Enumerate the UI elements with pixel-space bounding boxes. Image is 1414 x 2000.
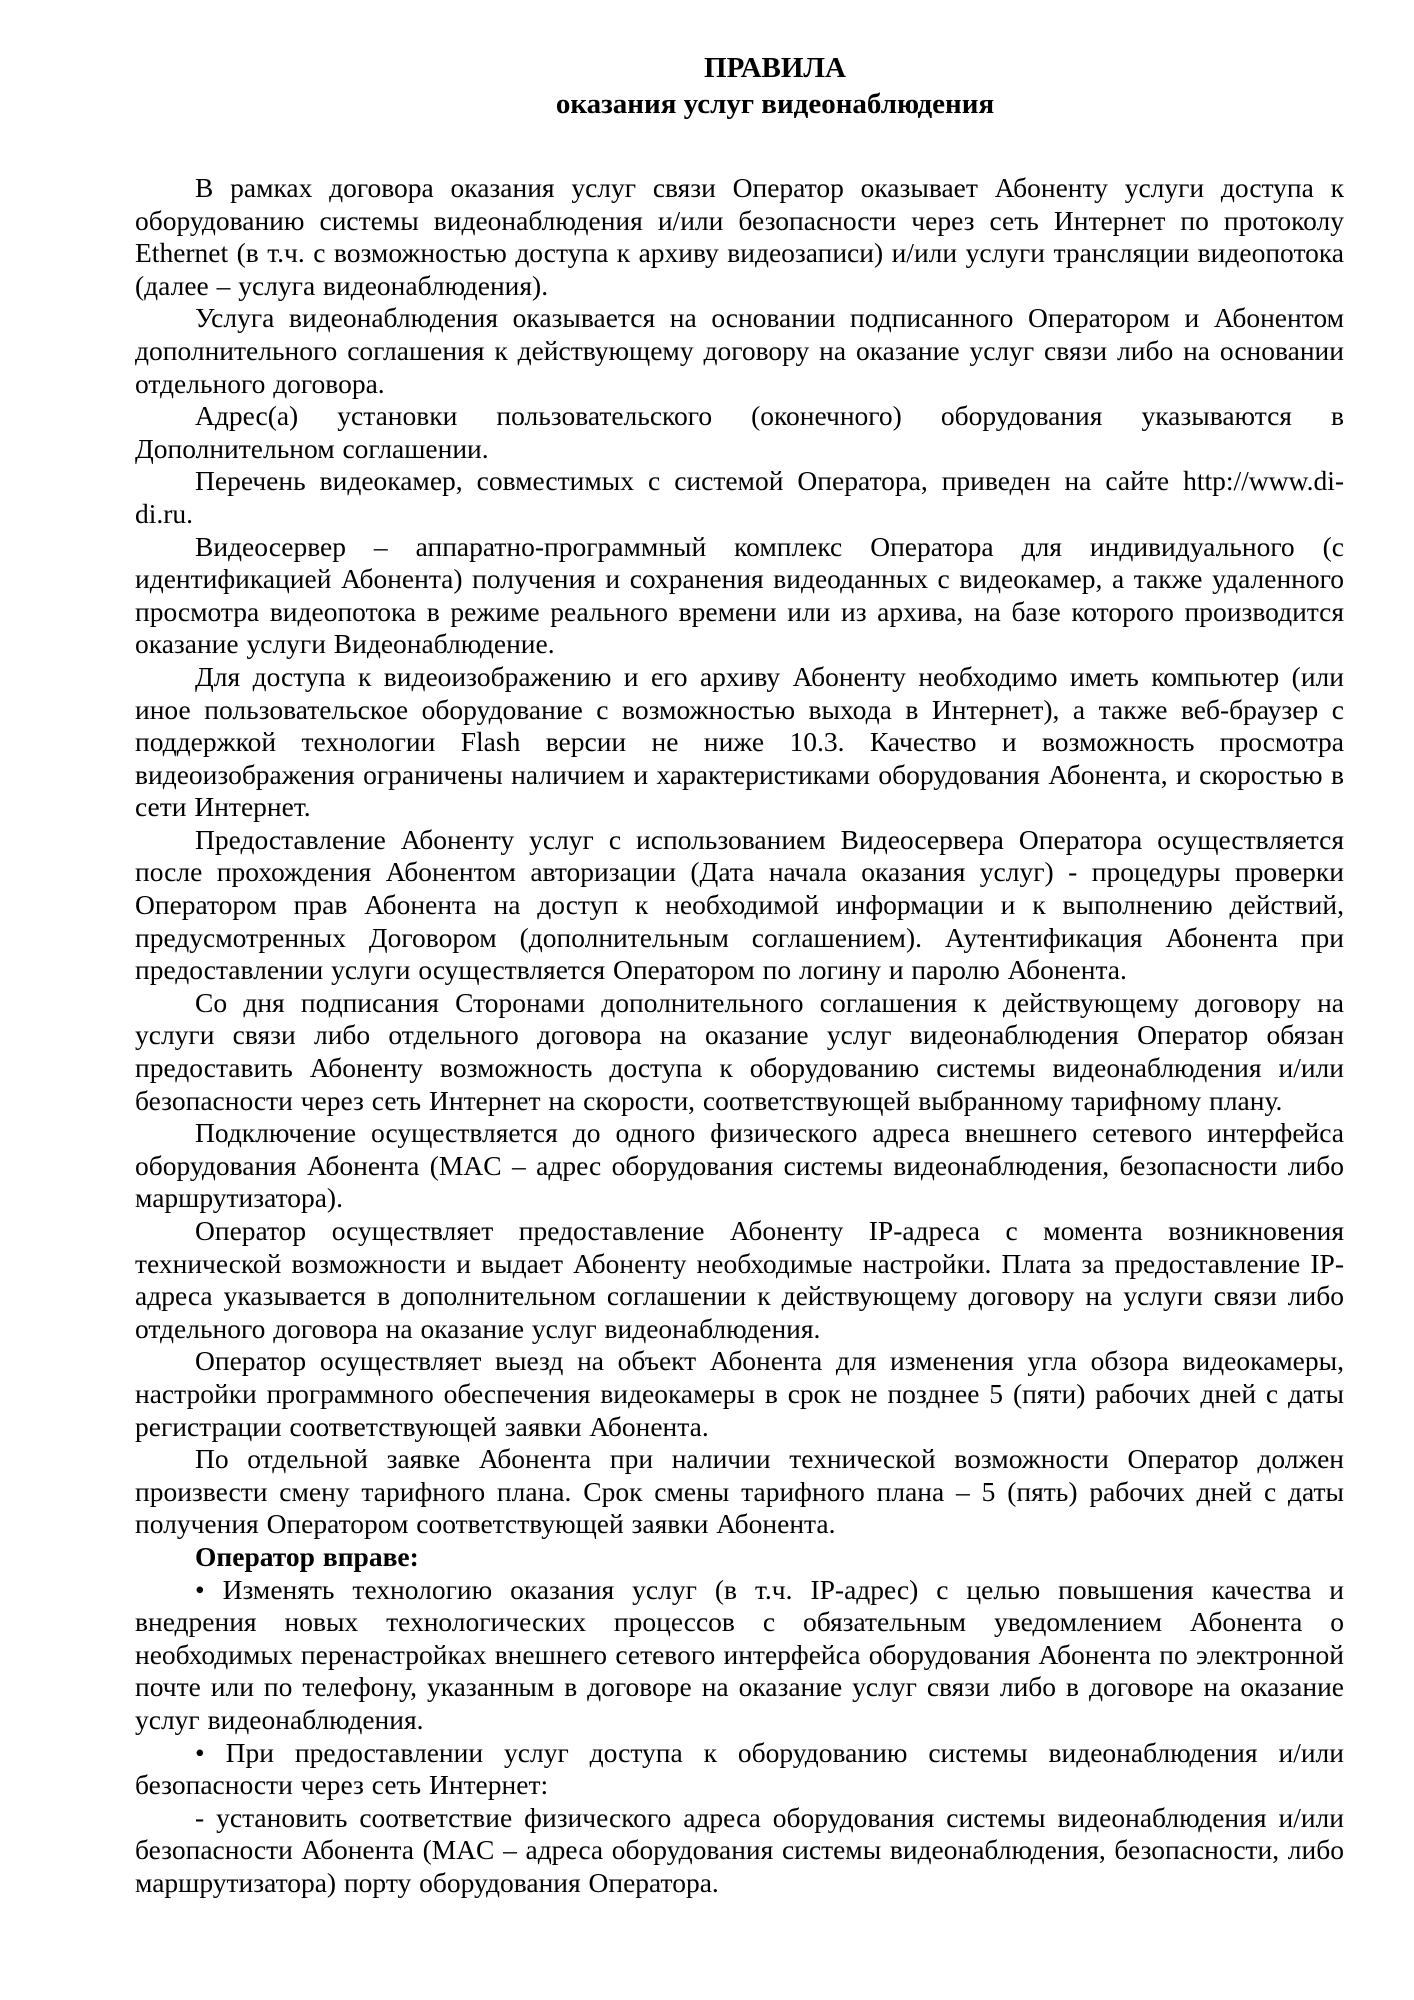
paragraph-12: По отдельной заявке Абонента при наличии технической возможности Оператор должен произвести смену тарифного плана. Срок смены тарифного плана – 5 (пять) рабочих дней с даты получения Оператором соответствующей заявки Абонента. — [135, 1443, 1344, 1540]
paragraph-10: Оператор осуществляет предоставление Абоненту IP-адреса с момента возникновения технической возможности и выдает Абоненту необходимые настройки. Плата за предоставление IP-адреса указывается в дополнительном соглашении к действующему договору на услуги связи либо отдельного договора на оказание услуг видеонаблюдения. — [135, 1215, 1344, 1344]
paragraph-5: Видеосервер – аппаратно-программный комплекс Оператора для индивидуального (с идентификацией Абонента) получения и сохранения видеоданных с видеокамер, а также удаленного просмотра видеопотока в режиме реального времени или из архива, на базе которого производится оказание услуги Видеонаблюдение. — [135, 530, 1344, 660]
document-body — [135, 172, 1344, 1899]
paragraph-6: Для доступа к видеоизображению и его архиву Абоненту необходимо иметь компьютер (или иное пользовательское оборудование с возможностью выхода в Интернет), а также веб-браузер с поддержкой технологии Flash версии не ниже 10.3. Качество и возможность просмотра видеоизображения ограничены наличием и характеристиками оборудования Абонента, и скоростью в сети Интернет. — [135, 660, 1344, 823]
paragraph-16: - установить соответствие физического адреса оборудования системы видеонаблюдения и/или безопасности Абонента (MAC – адреса оборудования системы видеонаблюдения, безопасности, либо маршрутизатора) порту оборудования Оператора. — [135, 1801, 1344, 1898]
paragraph-3: Адрес(а) установки пользовательского (оконечного) оборудования указываются в Дополнительном соглашении. — [135, 400, 1344, 464]
paragraph-7: Предоставление Абоненту услуг с использованием Видеосервера Оператора осуществляется после прохождения Абонентом авторизации (Дата начала оказания услуг) - процедуры проверки Оператором прав Абонента на доступ к необходимой информации и к выполнению действий, предусмотренных Договором (дополнительным соглашением). Аутентификация Абонента при предоставлении услуги осуществляется Оператором по логину и паролю Абонента. — [135, 823, 1344, 986]
paragraph-9: Подключение осуществляется до одного физического адреса внешнего сетевого интерфейса оборудования Абонента (MAC – адрес оборудования системы видеонаблюдения, безопасности либо маршрутизатора). — [135, 1117, 1344, 1214]
paragraph-4: Перечень видеокамер, совместимых с системой Оператора, приведен на сайте http://www.di-di.ru. — [135, 465, 1344, 529]
paragraph-1: В рамках договора оказания услуг связи Оператор оказывает Абоненту услуги доступа к оборудованию системы видеонаблюдения и/или безопасности через сеть Интернет по протоколу Ethernet (в т.ч. с возможностью доступа к архиву видеозаписи) и/или услуги трансляции видеопотока (далее – услуга видеонаблюдения). — [135, 172, 1344, 301]
paragraph-8: Со дня подписания Сторонами дополнительного соглашения к действующему договору на услуги связи либо отдельного договора на оказание услуг видеонаблюдения Оператор обязан предоставить Абоненту возможность доступа к оборудованию системы видеонаблюдения и/или безопасности через сеть Интернет на скорости, соответствующей выбранному тарифному плану. — [135, 986, 1344, 1116]
document-title — [135, 50, 1344, 122]
paragraph-13: Оператор вправе: — [195, 1540, 419, 1572]
paragraph-2: Услуга видеонаблюдения оказывается на основании подписанного Оператором и Абонентом дополнительного соглашения к действующему договору на оказание услуг связи либо на основании отдельного договора. — [135, 302, 1344, 399]
paragraph-11: Оператор осуществляет выезд на объект Абонента для изменения угла обзора видеокамеры, настройки программного обеспечения видеокамеры в срок не позднее 5 (пяти) рабочих дней с даты регистрации соответствующей заявки Абонента. — [135, 1345, 1344, 1442]
document-title-line1: ПРАВИЛА — [704, 52, 846, 84]
paragraph-14: • Изменять технологию оказания услуг (в т.ч. IP-адрес) с целью повышения качества и внедрения новых технологических процессов с обязательным уведомлением Абонента о необходимых перенастройках внешнего сетевого интерфейса оборудования Абонента по электронной почте или по телефону, указанным в договоре на оказание услуг связи либо в договоре на оказание услуг видеонаблюдения. — [135, 1573, 1344, 1735]
paragraph-15: • При предоставлении услуг доступа к оборудованию системы видеонаблюдения и/или безопасности через сеть Интернет: — [135, 1736, 1344, 1801]
document-title-line2: оказания услуг видеонаблюдения — [555, 88, 995, 120]
